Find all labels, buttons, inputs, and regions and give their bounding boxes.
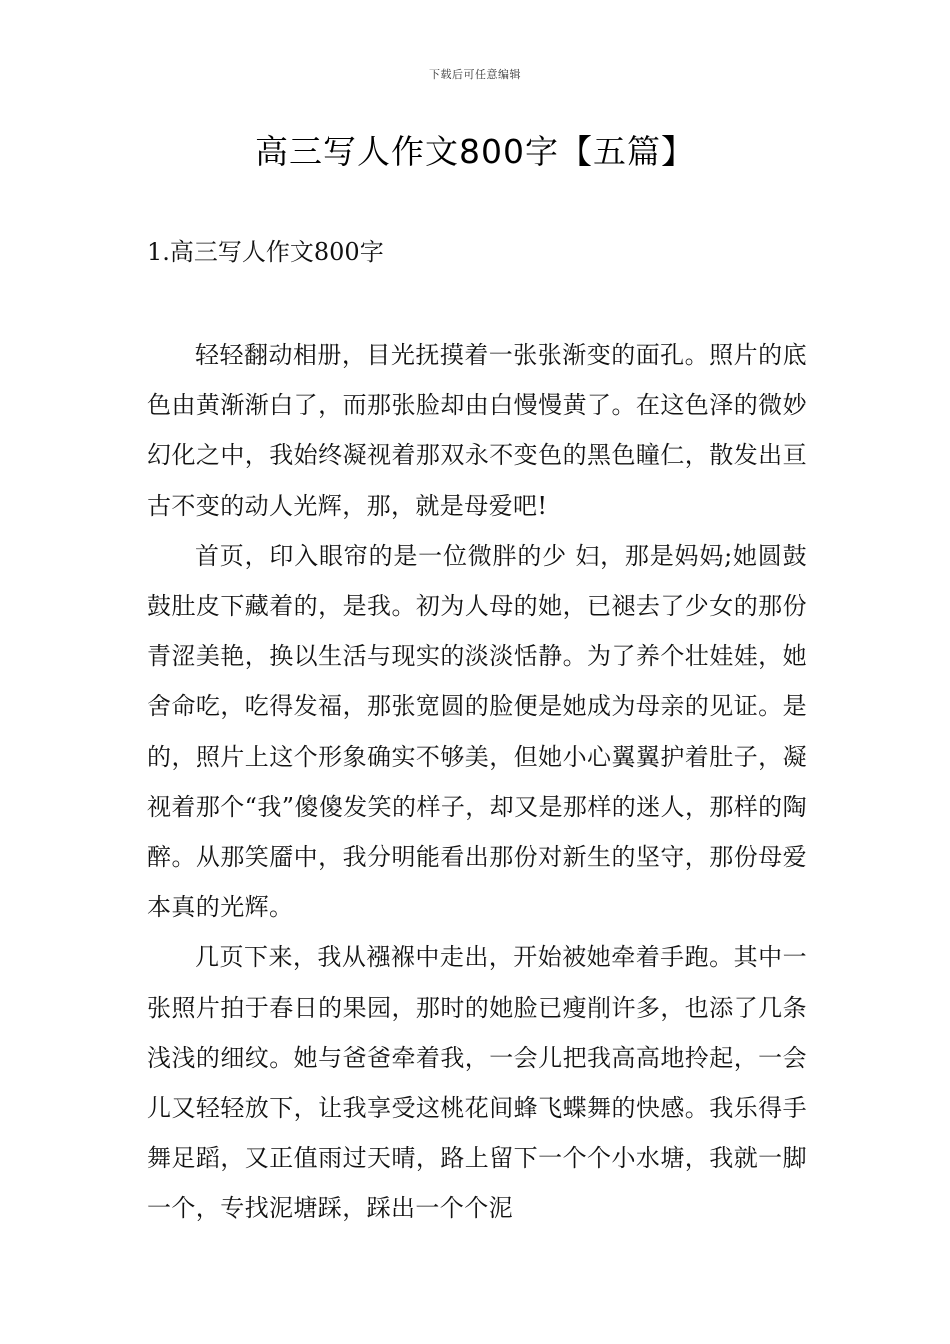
section-heading: 1.高三写人作文800字 bbox=[147, 238, 384, 266]
paragraph: 轻轻翻动相册，目光抚摸着一张张渐变的面孔。照片的底色由黄渐渐白了，而那张脸却由白慢慢黄了。在这色泽的微妙幻化之中，我始终凝视着那双永不变色的黑色瞳仁，散发出亘古不变的动人光辉，那，就是母爱吧! bbox=[147, 341, 807, 520]
body-text bbox=[147, 330, 807, 1234]
header-note: 下载后可任意编辑 bbox=[429, 68, 521, 81]
document-title: 高三写人作文800字【五篇】 bbox=[255, 132, 695, 171]
paragraph: 首页，印入眼帘的是一位微胖的少 妇，那是妈妈;她圆鼓鼓肚皮下藏着的，是我。初为人母的她，已褪去了少女的那份青涩美艳，换以生活与现实的淡淡恬静。为了养个壮娃娃，她舍命吃，吃得发福，那张宽圆的脸便是她成为母亲的见证。是的，照片上这个形象确实不够美，但她小心翼翼护着肚子，凝视着那个“我”傻傻发笑的样子，却又是那样的迷人，那样的陶醉。从那笑靥中，我分明能看出那份对新生的坚守，那份母爱本真的光辉。 bbox=[147, 541, 807, 922]
paragraph: 几页下来，我从襁褓中走出，开始被她牵着手跑。其中一张照片拍于春日的果园，那时的她脸已瘦削许多，也添了几条浅浅的细纹。她与爸爸牵着我，一会儿把我高高地拎起，一会儿又轻轻放下，让我享受这桃花间蜂飞蝶舞的快感。我乐得手舞足蹈，又正值雨过天晴，路上留下一个个小水塘，我就一脚一个，专找泥塘踩，踩出一个个泥 bbox=[147, 943, 807, 1223]
